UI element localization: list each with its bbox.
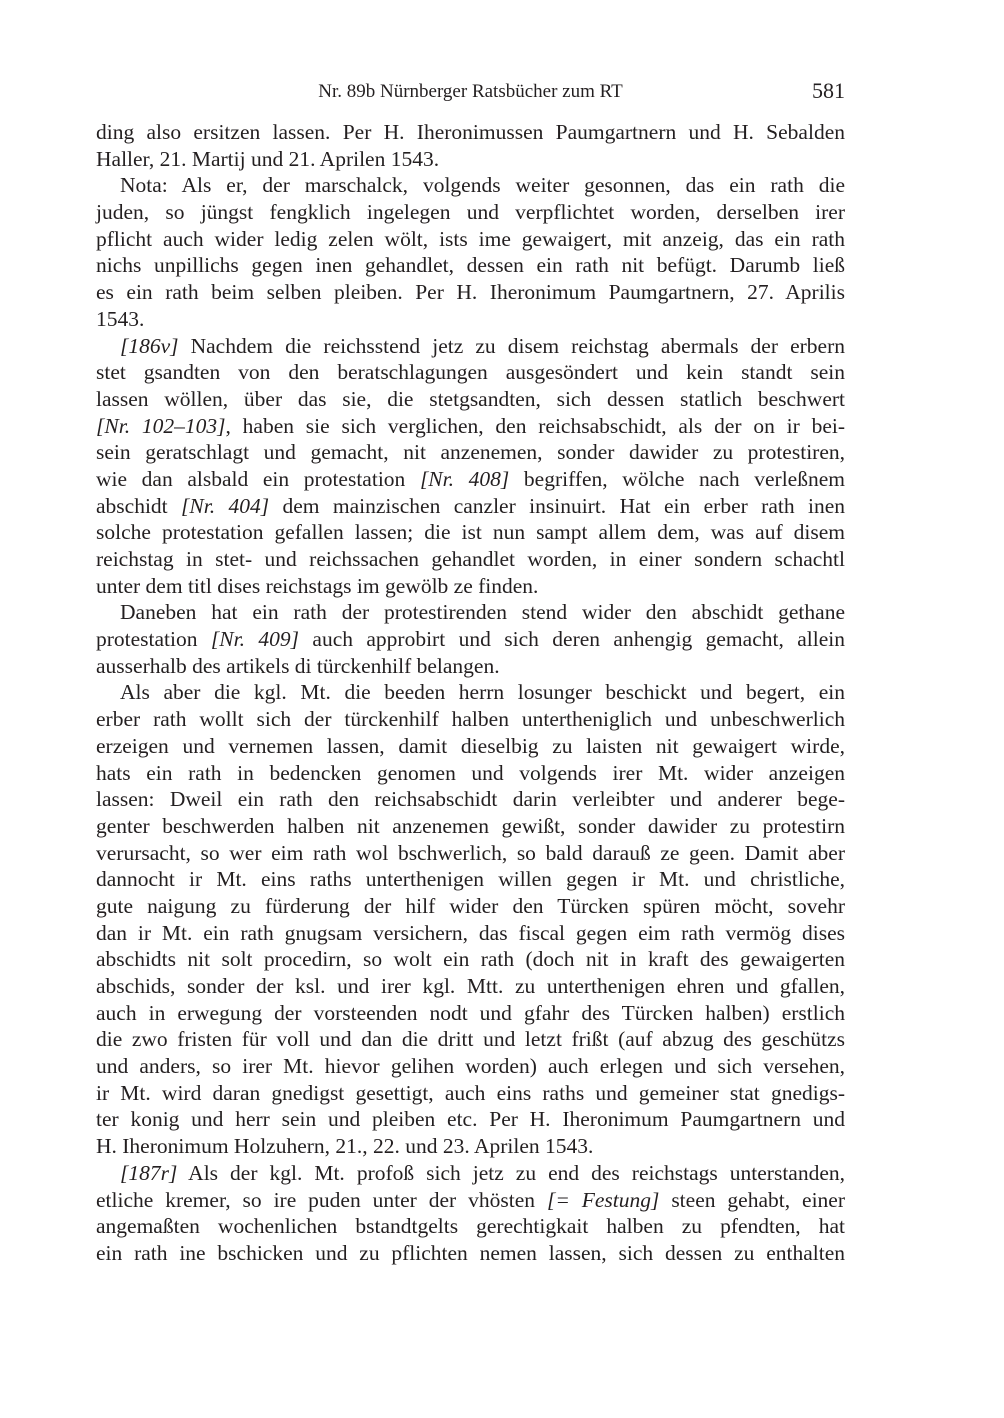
text-line [96,866,845,893]
text-line [96,946,845,973]
editorial-reference: [Nr. 408] [419,466,510,491]
document-body [96,119,845,1267]
text-segment: Nachdem die reichsstend jetz zu disem reichstag abermals der erbern [178,333,845,358]
text-line [96,439,845,466]
text-segment: Haller, 21. Martij und 21. Aprilen 1543. [96,146,440,171]
text-line [96,359,845,386]
text-segment: ter konig und herr sein und pleiben etc. Per H. Iheronimum Paumgartnern und [96,1107,845,1132]
editorial-reference: [187r] [120,1160,178,1185]
text-segment: ding also ersitzen lassen. Per H. Iheronimussen Paumgartnern und H. Sebalden [96,120,845,144]
text-segment: protestation [96,627,211,652]
text-segment: ausserhalb des artikels di türckenhilf belangen. [96,653,500,678]
text-line [96,599,845,626]
text-line [96,333,845,360]
text-line [96,146,845,173]
text-line [96,1080,845,1107]
text-line [96,573,845,600]
text-segment: wie dan alsbald ein protestation [96,466,420,491]
text-line [96,226,845,253]
text-line [96,252,845,279]
text-segment: H. Iheronimum Holzuhern, 21., 22. und 23. Aprilen 1543. [96,1134,594,1159]
text-segment: sein geratschlagt und gemacht, nit anzenemen, sonder dawider zu protestiren, [96,440,845,465]
text-line [96,1026,845,1053]
editorial-reference: [Nr. 404] [181,493,270,518]
text-line [96,1240,845,1267]
text-line [96,1187,845,1214]
text-segment: auch in erwegung der vorsteenden nodt und gfahr des Türcken halben) erstlich [96,1000,845,1025]
text-line [96,199,845,226]
text-segment: steen gehabt, einer [659,1187,845,1212]
text-segment: 1543. [96,306,145,331]
editorial-reference: [Nr. 102–103] [96,413,226,438]
running-header [96,78,845,106]
text-segment: dan ir Mt. ein rath gnugsam versichern, das fiscal gegen eim rath vermög dises [96,920,845,945]
text-segment: dannocht ir Mt. eins raths unterthenigen willen gegen ir Mt. und christliche, [96,867,845,892]
text-line [96,172,845,199]
text-line [96,813,845,840]
text-segment: ein rath ine bschicken und zu pflichten nemen lassen, sich dessen zu enthalten [96,1240,845,1265]
editorial-reference: [= Festung] [546,1187,660,1212]
text-segment: lassen wöllen, über das sie, die stetgsandten, sich dessen statlich beschwert [96,386,845,411]
text-line [96,760,845,787]
text-line [96,626,845,653]
text-segment: hats ein rath in bedencken genomen und volgends irer Mt. wider anzeigen [96,760,845,785]
text-line [96,653,845,680]
text-segment: stet gsandten von den beratschlagungen ausgesöndert und kein standt sein [96,360,845,385]
text-segment: abschidt [96,493,182,518]
text-segment: abschidts nit solt procedirn, so wolt ein rath (doch nit in kraft des gewaigerten [96,947,845,972]
text-line [96,1133,845,1160]
text-segment: begriffen, wölche nach verleßnem [509,466,845,491]
text-line [96,413,845,440]
text-segment: unter dem titl dises reichstags im gewölb ze finden. [96,573,539,598]
text-line [96,546,845,573]
text-line [96,279,845,306]
text-segment: verursacht, so wer eim rath wol bschwerlich, so bald darauß ze geen. Damit aber [96,840,845,865]
text-line [96,306,845,333]
text-line [96,973,845,1000]
text-segment: pflicht auch wider ledig zelen wölt, ists ime gewaigert, mit anzeig, das ein rath [96,226,845,251]
text-segment: reichstag in stet- und reichssachen gehandlet worden, in einer sondern schachtl [96,547,845,571]
page-number: 581 [812,78,845,103]
text-segment: juden, so jüngst fengklich ingelegen und verpflichtet worden, derselben irer [96,200,845,225]
text-segment: genter beschwerden halben nit anzenemen gewißt, sonder dawider zu protestirn [96,813,845,838]
text-line [96,706,845,733]
text-line [96,1106,845,1133]
paragraph [96,1160,845,1267]
text-line [96,679,845,706]
text-line [96,1000,845,1027]
text-line [96,466,845,493]
text-segment: erzeigen und vernemen lassen, damit dieselbig zu laisten nit gewaigert wirde, [96,733,845,758]
text-segment: abschids, sonder der ksl. und irer kgl. Mtt. zu unterthenigen ehren und gfallen, [96,974,845,998]
text-segment: angemaßten wochenlichen bstandtgelts gerechtigkait halben zu pfendten, hat [96,1214,845,1239]
paragraph [96,172,845,332]
paragraph [96,333,845,600]
text-line [96,119,845,146]
text-segment: Als aber die kgl. Mt. die beeden herrn losunger beschickt und begert, ein [120,680,845,705]
running-title: Nr. 89b Nürnberger Ratsbücher zum RT [318,81,623,102]
text-segment: gute naigung zu fürderung der hilf wider den Türcken spüren möcht, sovehr [96,893,845,918]
text-segment: und anders, so irer Mt. hievor gelihen worden) auch erlegen und sich versehen, [96,1054,845,1079]
text-line [96,493,845,520]
text-segment: auch approbirt und sich deren anhengig gemacht, allein [299,627,845,652]
paragraph [96,119,845,172]
paragraph [96,679,845,1159]
text-segment: lassen: Dweil ein rath den reichsabschidt darin verleibter und anderer bege- [96,787,845,812]
text-segment: etliche kremer, so ire puden unter der vhösten [96,1187,547,1212]
text-segment: nichs unpillichs gegen inen gehandlet, dessen ein rath nit befügt. Darumb ließ [96,253,845,278]
text-segment: ir Mt. wird daran gnedigst gesettigt, auch eins raths und gemeiner stat gnedigs- [96,1080,845,1105]
text-line [96,386,845,413]
editorial-reference: [186v] [120,333,179,358]
text-segment: Daneben hat ein rath der protestirenden stend wider den abschidt gethane [120,600,845,625]
text-line [96,1053,845,1080]
editorial-reference: [Nr. 409] [210,627,299,652]
text-line [96,840,845,867]
text-segment: dem mainzischen canzler insinuirt. Hat ein erber rath inen [269,493,845,518]
text-segment: , haben sie sich verglichen, den reichsabschidt, als der on ir bei- [225,413,845,438]
text-segment: es ein rath beim selben pleiben. Per H. Iheronimum Paumgartnern, 27. Aprilis [96,280,845,305]
text-segment: Als der kgl. Mt. profoß sich jetz zu end des reichstags unterstanden, [177,1160,845,1185]
text-segment: Nota: Als er, der marschalck, volgends weiter gesonnen, das ein rath die [120,173,845,198]
text-line [96,893,845,920]
paragraph [96,599,845,679]
text-line [96,920,845,947]
text-segment: die zwo fristen für voll und dan die dritt und letzt frißt (auf abzug des geschützs [96,1027,845,1052]
text-line [96,519,845,546]
text-line [96,1160,845,1187]
text-line [96,1213,845,1240]
text-segment: solche protestation gefallen lassen; die ist nun sampt allem dem, was auf disem [96,520,845,545]
text-line [96,733,845,760]
text-line [96,786,845,813]
text-segment: erber rath wollt sich der türckenhilf halben untertheniglich und unbeschwerlich [96,707,845,732]
